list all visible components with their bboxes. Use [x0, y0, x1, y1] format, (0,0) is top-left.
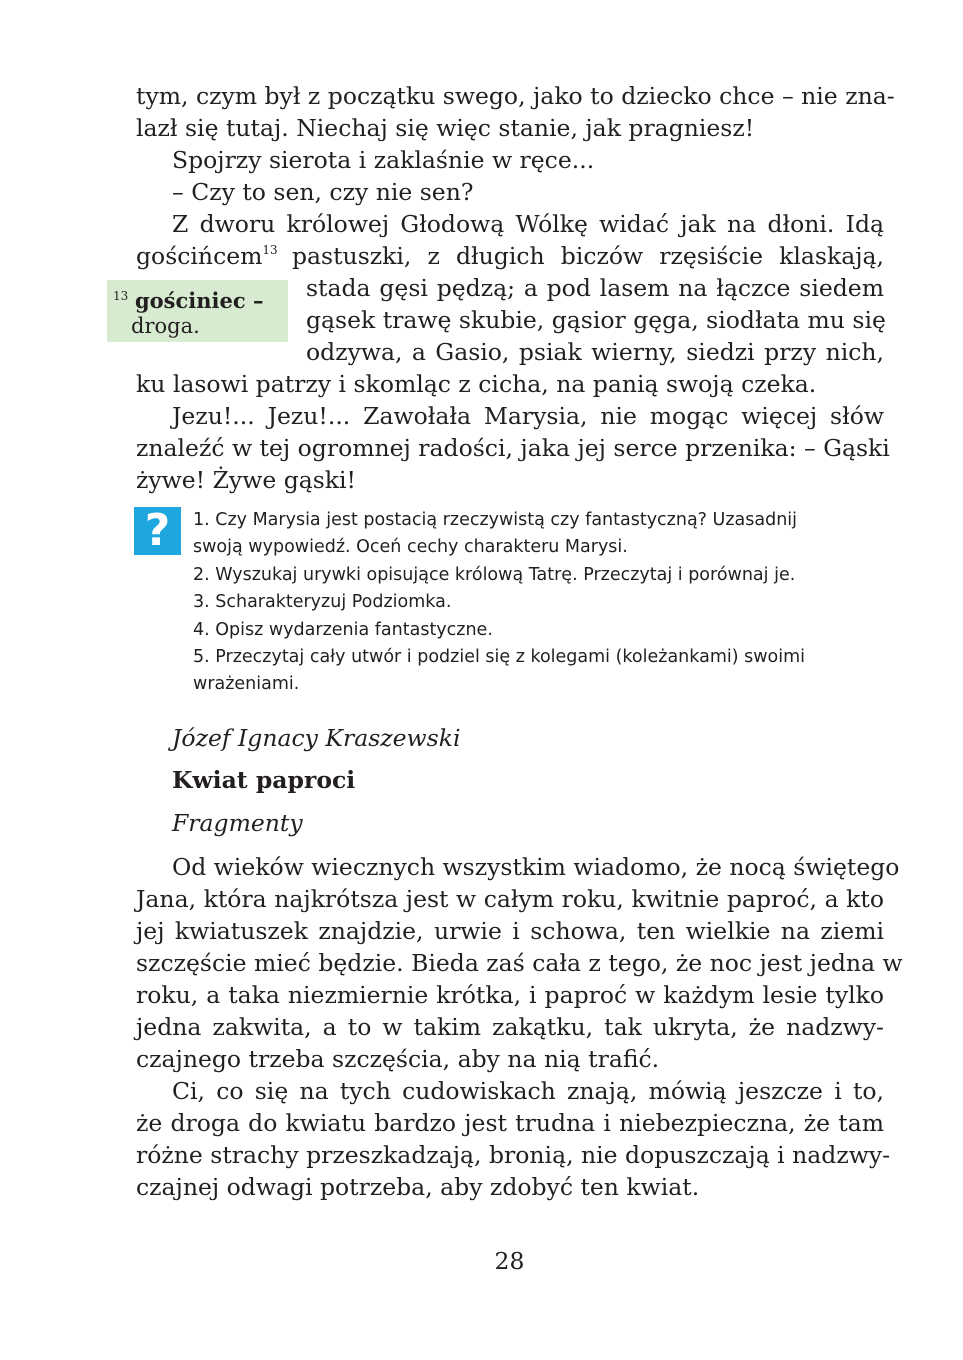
text-line: lazł się tutaj. Niechaj się więc stanie, jak pragniesz!	[136, 114, 755, 142]
text-line-rest: pastuszki, z długich biczów rzęsiście klaskają,	[292, 242, 884, 270]
footnote-definition: droga.	[131, 314, 200, 338]
text-line: szczęście mieć będzie. Bieda zaś cała z tego, że noc jest jedna w	[136, 949, 903, 977]
text-line: odzywa, a Gasio, psiak wierny, siedzi przy nich,	[306, 338, 884, 366]
text-line: że droga do kwiatu bardzo jest trudna i niebezpieczna, że tam	[136, 1109, 884, 1137]
question-line: 5. Przeczytaj cały utwór i podziel się z kolegami (koleżankami) swoimi	[193, 647, 806, 667]
text-line: gąsek trawę skubie, gąsior gęga, siodłata mu się	[306, 306, 886, 334]
text-line: Jezu!... Jezu!... Zawołała Marysia, nie mogąc więcej słów	[172, 402, 884, 430]
text-line: stada gęsi pędzą; a pod lasem na łączce siedem	[306, 274, 884, 302]
work-subtitle: Fragmenty	[172, 809, 303, 837]
text-line: znaleźć w tej ogromnej radości, jaka jej serce przenika: – Gąski	[136, 434, 890, 462]
footnote-term: gościniec –	[134, 288, 264, 313]
text-line: Spojrzy sierota i zaklaśnie w ręce...	[172, 146, 595, 174]
text-line: – Czy to sen, czy nie sen?	[172, 178, 474, 206]
text-line: Z dworu królowej Głodową Wólkę widać jak na dłoni. Idą	[172, 210, 884, 238]
question-line: 4. Opisz wydarzenia fantastyczne.	[193, 620, 493, 640]
question-mark-icon: ?	[134, 507, 181, 555]
text-line: tym, czym był z początku swego, jako to dziecko chce – nie zna-	[136, 82, 895, 110]
text-line: żywe! Żywe gąski!	[136, 466, 357, 494]
question-line: swoją wypowiedź. Oceń cechy charakteru Marysi.	[193, 537, 628, 557]
question-line: 3. Scharakteryzuj Podziomka.	[193, 592, 452, 612]
text-line: Od wieków wiecznych wszystkim wiadomo, że nocą świętego	[172, 853, 900, 881]
footnote-number: 13	[113, 289, 129, 303]
footnoted-word: gościńcem	[136, 242, 263, 270]
text-line: roku, a taka niezmiernie krótka, i paproć w każdym lesie tylko	[136, 981, 884, 1009]
text-line: ku lasowi patrzy i skomląc z cicha, na panią swoją czeka.	[136, 370, 817, 398]
page-number: 28	[494, 1247, 525, 1275]
text-line: jedna zakwita, a to w takim zakątku, tak ukryta, że nadzwy-	[136, 1013, 884, 1041]
footnote-box	[107, 280, 288, 342]
work-title: Kwiat paproci	[172, 766, 356, 794]
question-line: 1. Czy Marysia jest postacią rzeczywistą czy fantastyczną? Uzasadnij	[193, 510, 798, 530]
footnote-reference: 13	[262, 243, 278, 257]
question-line: 2. Wyszukaj urywki opisujące królową Tatrę. Przeczytaj i porównaj je.	[193, 565, 796, 585]
text-line-with-footnote	[136, 240, 884, 272]
text-line: czajnego trzeba szczęścia, aby na nią trafić.	[136, 1045, 660, 1073]
question-line: wrażeniami.	[193, 674, 300, 694]
text-line: jej kwiatuszek znajdzie, urwie i schowa, ten wielkie na ziemi	[136, 917, 884, 945]
author-name: Józef Ignacy Kraszewski	[172, 724, 461, 752]
text-line: czajnej odwagi potrzeba, aby zdobyć ten kwiat.	[136, 1173, 700, 1201]
text-line: Ci, co się na tych cudowiskach znają, mówią jeszcze i to,	[172, 1077, 884, 1105]
text-line: różne strachy przeszkadzają, bronią, nie dopuszczają i nadzwy-	[136, 1141, 891, 1169]
text-line: Jana, która najkrótsza jest w całym roku, kwitnie paproć, a kto	[136, 885, 884, 913]
